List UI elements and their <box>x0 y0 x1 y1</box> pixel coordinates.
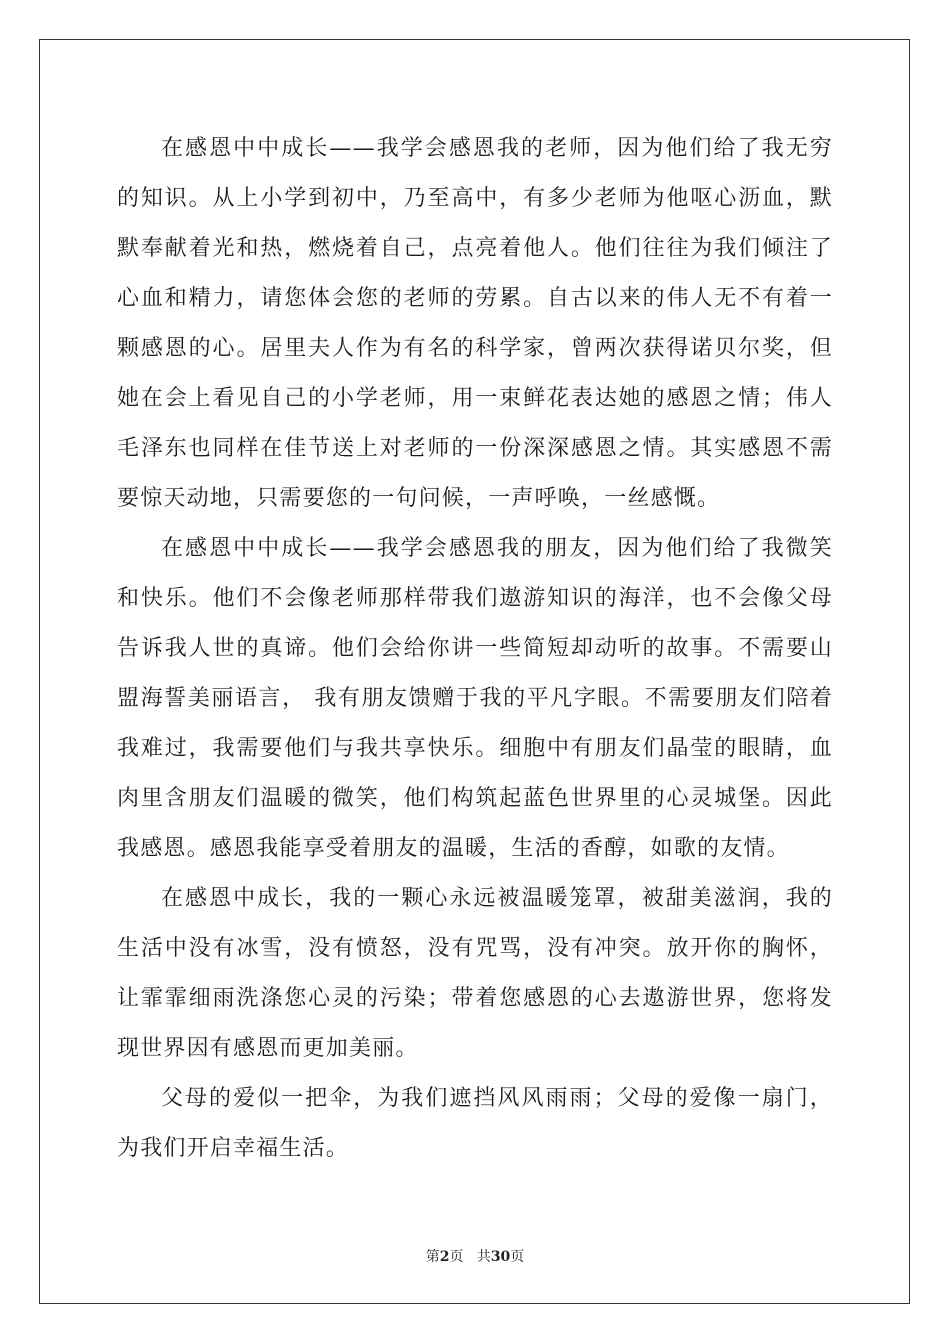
paragraph-2: 在感恩中中成长——我学会感恩我的朋友，因为他们给了我微笑和快乐。他们不会像老师那样带我们遨游知识的海洋，也不会像父母告诉我人世的真谛。他们会给你讲一些简短却动听的故事。不需要山盟海誓美丽语言， 我有朋友馈赠于我的平凡字眼。不需要朋友们陪着我难过，我需要他们与我共享快乐。细胞中有朋友们晶莹的眼睛，血肉里含朋友们温暖的微笑，他们构筑起蓝色世界里的心灵城堡。因此我感恩。感恩我能享受着朋友的温暖，生活的香醇，如歌的友情。 <box>117 536 833 861</box>
document-body <box>117 124 833 1174</box>
page-number: 2 <box>439 1249 450 1265</box>
page-prefix: 第 <box>425 1249 440 1265</box>
paragraph-4: 父母的爱似一把伞，为我们遮挡风风雨雨；父母的爱像一扇门，为我们开启幸福生活。 <box>117 1086 833 1161</box>
total-suffix: 页 <box>510 1249 525 1265</box>
page-footer <box>0 1246 950 1266</box>
paragraph-1: 在感恩中中成长——我学会感恩我的老师，因为他们给了我无穷的知识。从上小学到初中，乃至高中，有多少老师为他呕心沥血，默默奉献着光和热，燃烧着自己，点亮着他人。他们往往为我们倾注了心血和精力，请您体会您的老师的劳累。自古以来的伟人无不有着一颗感恩的心。居里夫人作为有名的科学家，曾两次获得诺贝尔奖，但她在会上看见自己的小学老师，用一束鲜花表达她的感恩之情；伟人毛泽东也同样在佳节送上对老师的一份深深感恩之情。其实感恩不需要惊天动地，只需要您的一句问候，一声呼唤，一丝感慨。 <box>117 136 833 511</box>
page-suffix: 页 <box>449 1249 464 1265</box>
total-pages: 30 <box>490 1249 511 1265</box>
total-prefix: 共 <box>476 1249 491 1265</box>
paragraph-3: 在感恩中成长，我的一颗心永远被温暖笼罩，被甜美滋润，我的生活中没有冰雪，没有愤怒，没有咒骂，没有冲突。放开你的胸怀，让霏霏细雨洗涤您心灵的污染；带着您感恩的心去遨游世界，您将发现世界因有感恩而更加美丽。 <box>117 886 833 1061</box>
